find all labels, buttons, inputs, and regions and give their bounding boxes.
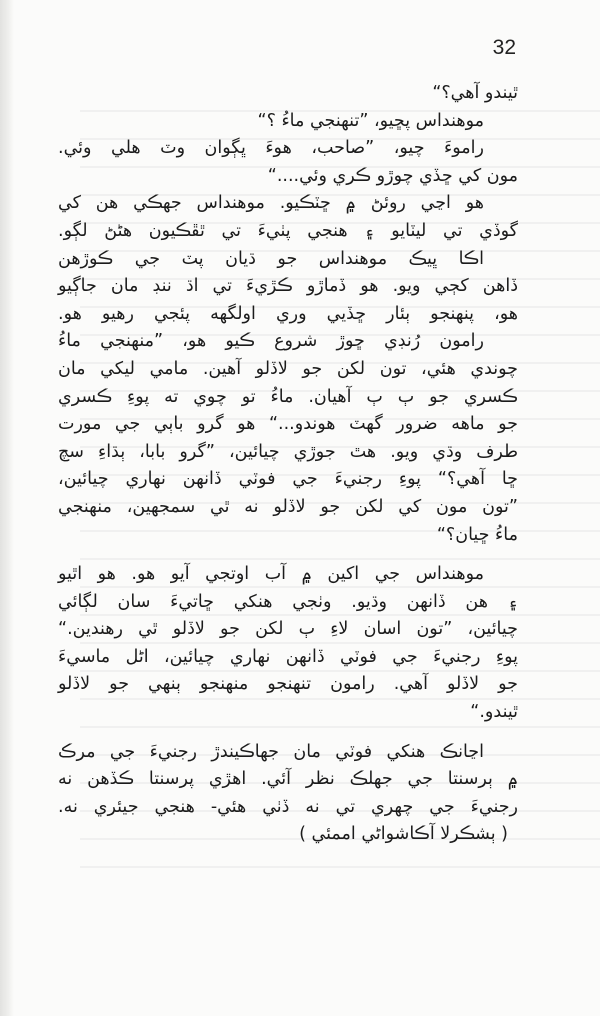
paragraph bbox=[58, 561, 518, 727]
text-line: ۾ ٻرسنتا جي جهلڪ نظر آئي. اهڙي پرسنتا ڪڏهن نه bbox=[58, 769, 518, 790]
text-line: ڇا آهي؟“ پوءِ رجنيءَ جي فوٽي ڏانهن نهاري چيائين، bbox=[58, 469, 518, 490]
text-line: گوڏي تي ليٽايو ۽ هنجي پٺيءَ تي ٿڦڪيون هڻڻ لڳو. bbox=[58, 220, 518, 241]
text-line: جو لاڏلو آهي. رامون تنهنجو منهنجو ٻنهي جو لاڏلو bbox=[58, 674, 518, 695]
page-gutter-shadow bbox=[0, 0, 14, 1016]
text-line: ڏاهن کڄي ويو. هو ڏماڙو ڪڙيءَ تي اڌ ننڊ مان جاڳيو bbox=[58, 276, 518, 297]
text-line: ۽ هن ڏانهن وڌيو. وٺجي هنکي ڇاتيءَ سان لڳائي bbox=[58, 591, 518, 612]
paragraph bbox=[58, 80, 518, 108]
text-line: طرف وڌي ويو. هٿ جوڙي چيائين، ”گرو بابا، ٻڌاءِ سچ bbox=[58, 441, 518, 462]
text-line: ”تون مون کي لکن جو لاڏلو نه ٿي سمجهين، منهنجي bbox=[58, 496, 518, 517]
text-line: اڃانڪ هنکي فوٽي مان جهاڪيندڙ رجنيءَ جي مرڪ bbox=[58, 741, 484, 762]
text-line: موهنداس جي اکين ۾ آب اوتجي آيو هو. هو اٿيو bbox=[58, 564, 484, 585]
text-line: راموءَ چيو، ”صاحب، هوءَ ڀڳوان وٽ هلي وئي. bbox=[58, 138, 484, 159]
text-line: ماءُ ڇيان؟“ bbox=[436, 524, 518, 545]
text-line: رجنيءَ جي چهري تي نه ڏٺي هئي- هنجي جيئري نه. bbox=[58, 796, 518, 817]
text-line: پوءِ رجنيءَ جي فوٽي ڏانهن نهاري چيائين، اڻل ماسيءَ bbox=[58, 646, 518, 667]
text-line: ٿيندو آهي؟“ bbox=[432, 83, 518, 103]
text-line: رامون رُنڊي ڇوڙ شروع ڪيو هو، ”منهنجي ماءُ bbox=[58, 331, 484, 352]
paragraph bbox=[58, 135, 518, 190]
signature-line: ( ٻشڪرلا آڪاشواڻي اممئي ) bbox=[299, 824, 508, 845]
text-line: ٿيندو.“ bbox=[470, 702, 518, 723]
paragraph bbox=[58, 108, 518, 136]
paragraph bbox=[58, 328, 518, 549]
page-number: 32 bbox=[492, 36, 516, 59]
text-line: چيائين، ”تون اسان لاءِ ٻ لکن جو لاڏلو ٿي رهندين.“ bbox=[58, 619, 518, 640]
paragraph bbox=[58, 739, 518, 822]
paragraph bbox=[58, 190, 518, 328]
body-text bbox=[58, 80, 518, 849]
text-line: ڪسري جو ٻ ٻ آهيان. ماءُ تو چوي ته پوءِ ڪسري bbox=[58, 386, 518, 407]
text-line: مون کي ڇڏي چوڙو ڪري وئي....“ bbox=[267, 165, 518, 186]
text-line: موهنداس پڇيو، ”تنهنجي ماءُ ؟“ bbox=[257, 110, 484, 131]
text-line: اڪا ڀيڪ موهنداس جو ڌيان پٽ جي ڪوڙهن bbox=[58, 248, 484, 269]
text-line: چوندي هئي، تون لکن جو لاڏلو آهين. مامي ليکي مان bbox=[58, 358, 518, 379]
text-line: هو اڃي روئڻ ۾ ڇٽڪيو. موهنداس جهڪي هن کي bbox=[58, 193, 484, 214]
source-credit bbox=[58, 821, 518, 849]
text-line: هو، پنهنجو ٻئار ڇڏيي وري اولگهه پئجي رهيو هو. bbox=[58, 303, 518, 324]
text-line: جو ماهه ضرور گهٽ هوندو...“ هو گرو باٻي جي مورت bbox=[58, 414, 518, 435]
